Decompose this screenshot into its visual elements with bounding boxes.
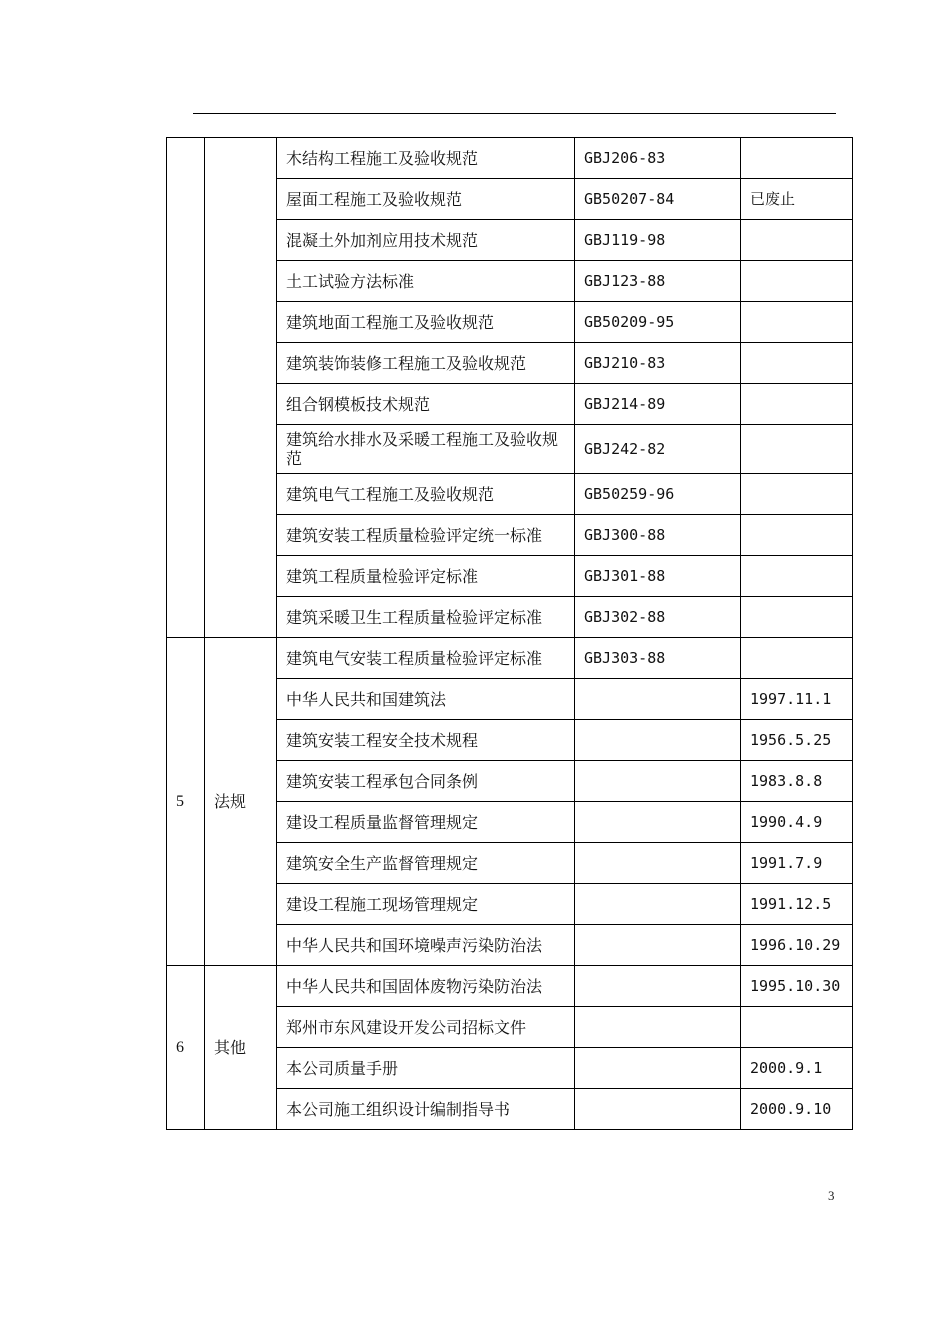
- standard-code-cell: [575, 1089, 741, 1130]
- standard-name-cell: 组合钢模板技术规范: [277, 384, 575, 425]
- standard-name-cell: 木结构工程施工及验收规范: [277, 138, 575, 179]
- note-cell: [741, 638, 853, 679]
- note-cell: 2000.9.10: [741, 1089, 853, 1130]
- note-cell: 1991.7.9: [741, 843, 853, 884]
- standard-name-cell: 建筑装饰装修工程施工及验收规范: [277, 343, 575, 384]
- note-cell: [741, 138, 853, 179]
- note-cell: 已废止: [741, 179, 853, 220]
- group-number-cell: 6: [167, 966, 205, 1130]
- standard-code-cell: GBJ119-98: [575, 220, 741, 261]
- standard-code-cell: GB50209-95: [575, 302, 741, 343]
- standard-code-cell: [575, 1048, 741, 1089]
- note-cell: [741, 1007, 853, 1048]
- standard-name-cell: 建筑工程质量检验评定标准: [277, 556, 575, 597]
- group-number-cell: [167, 138, 205, 638]
- note-cell: [741, 261, 853, 302]
- standard-name-cell: 中华人民共和国建筑法: [277, 679, 575, 720]
- standard-name-cell: 本公司质量手册: [277, 1048, 575, 1089]
- note-cell: 1990.4.9: [741, 802, 853, 843]
- standard-name-cell: 建筑安装工程安全技术规程: [277, 720, 575, 761]
- standard-name-cell: 建设工程施工现场管理规定: [277, 884, 575, 925]
- standard-name-cell: 建筑地面工程施工及验收规范: [277, 302, 575, 343]
- standards-table: [166, 137, 853, 1130]
- standard-code-cell: GBJ303-88: [575, 638, 741, 679]
- note-cell: [741, 343, 853, 384]
- note-cell: [741, 384, 853, 425]
- standard-code-cell: [575, 966, 741, 1007]
- note-cell: [741, 515, 853, 556]
- note-cell: [741, 302, 853, 343]
- standard-name-cell: 建筑安全生产监督管理规定: [277, 843, 575, 884]
- standard-name-cell: 中华人民共和国固体废物污染防治法: [277, 966, 575, 1007]
- standard-name-cell: 郑州市东风建设开发公司招标文件: [277, 1007, 575, 1048]
- standard-code-cell: [575, 802, 741, 843]
- page-number: 3: [828, 1188, 835, 1203]
- standard-name-cell: 屋面工程施工及验收规范: [277, 179, 575, 220]
- standard-name-cell: 建筑电气安装工程质量检验评定标准: [277, 638, 575, 679]
- standard-code-cell: GBJ300-88: [575, 515, 741, 556]
- table-row: [167, 638, 853, 679]
- standard-name-cell: 建筑安装工程承包合同条例: [277, 761, 575, 802]
- standard-name-cell: 本公司施工组织设计编制指导书: [277, 1089, 575, 1130]
- standard-code-cell: [575, 884, 741, 925]
- note-cell: [741, 220, 853, 261]
- standard-name-cell: 中华人民共和国环境噪声污染防治法: [277, 925, 575, 966]
- group-category-cell: 法规: [205, 638, 277, 966]
- group-number-cell: 5: [167, 638, 205, 966]
- table-row: [167, 966, 853, 1007]
- standard-code-cell: [575, 843, 741, 884]
- standard-code-cell: [575, 679, 741, 720]
- note-cell: 1983.8.8: [741, 761, 853, 802]
- standard-code-cell: GBJ302-88: [575, 597, 741, 638]
- standard-name-cell: 建筑电气工程施工及验收规范: [277, 474, 575, 515]
- standard-name-cell: 土工试验方法标准: [277, 261, 575, 302]
- standard-name-cell: 混凝土外加剂应用技术规范: [277, 220, 575, 261]
- standard-code-cell: GBJ301-88: [575, 556, 741, 597]
- note-cell: [741, 597, 853, 638]
- standard-code-cell: GBJ210-83: [575, 343, 741, 384]
- standard-code-cell: [575, 925, 741, 966]
- note-cell: 1956.5.25: [741, 720, 853, 761]
- header-rule: [193, 113, 836, 114]
- standard-code-cell: [575, 720, 741, 761]
- note-cell: [741, 556, 853, 597]
- note-cell: 1995.10.30: [741, 966, 853, 1007]
- standard-code-cell: GBJ242-82: [575, 425, 741, 474]
- note-cell: [741, 425, 853, 474]
- standard-name-cell: 建筑给水排水及采暖工程施工及验收规范: [277, 425, 575, 474]
- note-cell: 1991.12.5: [741, 884, 853, 925]
- standard-code-cell: [575, 761, 741, 802]
- standard-name-cell: 建设工程质量监督管理规定: [277, 802, 575, 843]
- standard-name-cell: 建筑采暖卫生工程质量检验评定标准: [277, 597, 575, 638]
- standard-code-cell: GBJ206-83: [575, 138, 741, 179]
- standard-code-cell: GBJ214-89: [575, 384, 741, 425]
- standard-code-cell: GB50259-96: [575, 474, 741, 515]
- group-category-cell: [205, 138, 277, 638]
- group-category-cell: 其他: [205, 966, 277, 1130]
- note-cell: 2000.9.1: [741, 1048, 853, 1089]
- table-row: [167, 138, 853, 179]
- standard-code-cell: GBJ123-88: [575, 261, 741, 302]
- note-cell: 1996.10.29: [741, 925, 853, 966]
- table-body: [167, 138, 853, 1130]
- note-cell: [741, 474, 853, 515]
- standard-name-cell: 建筑安装工程质量检验评定统一标准: [277, 515, 575, 556]
- standard-code-cell: [575, 1007, 741, 1048]
- standard-code-cell: GB50207-84: [575, 179, 741, 220]
- note-cell: 1997.11.1: [741, 679, 853, 720]
